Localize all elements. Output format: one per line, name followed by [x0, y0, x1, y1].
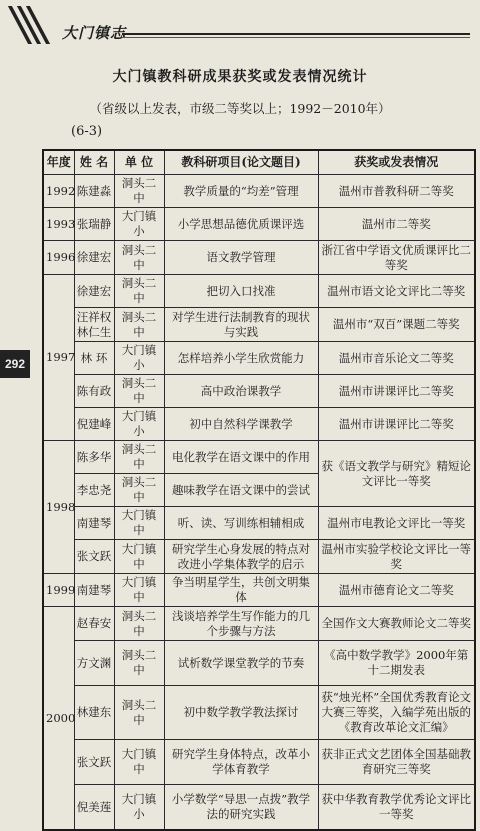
unit-cell: 洞头二中 [114, 175, 164, 208]
table-number: (6-3) [71, 124, 103, 139]
award-cell: 温州市普教科研二等奖 [318, 175, 475, 208]
unit-cell: 洞头二中 [114, 641, 164, 686]
unit-cell: 大门镇小 [114, 408, 164, 441]
project-cell: 把切入口找准 [164, 275, 318, 308]
column-header: 获奖或发表情况 [318, 150, 475, 175]
award-cell: 温州市讲课评比二等奖 [318, 408, 475, 441]
year-cell: 1993 [43, 208, 74, 241]
column-header: 姓 名 [74, 150, 114, 175]
name-cell: 陈建淼 [74, 175, 114, 208]
table-row [43, 785, 475, 831]
table-row [43, 507, 475, 540]
project-cell: 电化教学在语文课中的作用 [164, 441, 318, 474]
project-cell: 研究学生心身发展的特点对改进小学集体教学的启示 [164, 540, 318, 574]
unit-cell: 大门镇小 [114, 785, 164, 831]
award-cell: 获中华教育教学优秀论文评比一等奖 [318, 785, 475, 831]
name-cell: 方文渊 [74, 641, 114, 686]
unit-cell: 大门镇小 [114, 208, 164, 241]
page-number: 292 [0, 350, 30, 378]
column-header: 教科研项目(论文题目) [164, 150, 318, 175]
unit-cell: 洞头二中 [114, 474, 164, 507]
award-cell: 浙江省中学语文优质课评比二等奖 [318, 241, 475, 275]
table-row [43, 686, 475, 740]
project-cell: 对学生进行法制教育的现状与实践 [164, 308, 318, 342]
unit-cell: 大门镇中 [114, 507, 164, 540]
unit-cell: 洞头二中 [114, 241, 164, 275]
awards-table [42, 149, 476, 831]
award-cell: 温州市讲课评比二等奖 [318, 375, 475, 408]
project-cell: 语文教学管理 [164, 241, 318, 275]
name-cell: 张瑞静 [74, 208, 114, 241]
table-row [43, 540, 475, 574]
name-cell: 徐建宏 [74, 275, 114, 308]
year-cell: 1999 [43, 574, 74, 607]
name-cell: 赵春安 [74, 607, 114, 641]
table-row [43, 175, 475, 208]
name-cell: 南建琴 [74, 574, 114, 607]
column-header: 单 位 [114, 150, 164, 175]
name-cell: 李忠尧 [74, 474, 114, 507]
table-row [43, 308, 475, 342]
award-cell: 温州市电教论文评比一等奖 [318, 507, 475, 540]
project-cell: 研究学生身体特点，改革小学体育教学 [164, 740, 318, 785]
unit-cell: 大门镇小 [114, 342, 164, 375]
project-cell: 怎样培养小学生欣赏能力 [164, 342, 318, 375]
year-cell: 2000 [43, 607, 74, 831]
project-cell: 初中数学教学教法探讨 [164, 686, 318, 740]
name-cell: 林 环 [74, 342, 114, 375]
award-cell: 温州市二等奖 [318, 208, 475, 241]
project-cell: 初中自然科学课教学 [164, 408, 318, 441]
unit-cell: 大门镇中 [114, 574, 164, 607]
award-cell: 《高中数学教学》2000年第十二期发表 [318, 641, 475, 686]
year-cell: 1997 [43, 275, 74, 441]
name-cell: 倪美莲 [74, 785, 114, 831]
award-cell: 温州市“双百”课题二等奖 [318, 308, 475, 342]
table-row [43, 208, 475, 241]
table-header-row [43, 150, 475, 175]
award-cell: 获《语文教学与研究》精短论文评比一等奖 [318, 441, 475, 507]
table-row [43, 641, 475, 686]
header-title: 大门镇志 [62, 24, 127, 42]
name-cell: 张文跃 [74, 740, 114, 785]
table-row [43, 241, 475, 275]
project-cell: 教学质量的“均差”管理 [164, 175, 318, 208]
table-row [43, 574, 475, 607]
unit-cell: 大门镇中 [114, 740, 164, 785]
table-row [43, 275, 475, 308]
table-row [43, 740, 475, 785]
name-cell: 倪建峰 [74, 408, 114, 441]
unit-cell: 洞头二中 [114, 275, 164, 308]
name-cell: 陈有政 [74, 375, 114, 408]
award-cell: 温州市实验学校论文评比一等奖 [318, 540, 475, 574]
table-row [43, 375, 475, 408]
unit-cell: 洞头二中 [114, 686, 164, 740]
column-header: 年度 [43, 150, 74, 175]
project-cell: 小学数学“导思一点拨”教学法的研究实践 [164, 785, 318, 831]
project-cell: 小学思想品德优质课评选 [164, 208, 318, 241]
document-subtitle: （省级以上发表，市级二等奖以上；1992－2010年） [89, 101, 391, 116]
name-cell: 徐建宏 [74, 241, 114, 275]
header-rule [122, 37, 470, 38]
name-cell: 陈多华 [74, 441, 114, 474]
table-row [43, 441, 475, 474]
project-cell: 听、读、写训练相辅相成 [164, 507, 318, 540]
unit-cell: 大门镇中 [114, 540, 164, 574]
unit-cell: 洞头二中 [114, 375, 164, 408]
year-cell: 1998 [43, 441, 74, 574]
award-cell: 全国作文大赛教师论文二等奖 [318, 607, 475, 641]
name-cell: 南建琴 [74, 507, 114, 540]
table-row [43, 408, 475, 441]
award-cell: 获“烛光杯”全国优秀教育论文大赛三等奖，入编学苑出版的《教育改革论文汇编》 [318, 686, 475, 740]
year-cell: 1996 [43, 241, 74, 275]
unit-cell: 洞头二中 [114, 308, 164, 342]
table-row [43, 607, 475, 641]
award-cell: 温州市德育论文二等奖 [318, 574, 475, 607]
award-cell: 获非正式文艺团体全国基础教育研究三等奖 [318, 740, 475, 785]
award-cell: 温州市音乐论文二等奖 [318, 342, 475, 375]
project-cell: 高中政治课教学 [164, 375, 318, 408]
award-cell: 温州市语文论文评比二等奖 [318, 275, 475, 308]
project-cell: 趣味教学在语文课中的尝试 [164, 474, 318, 507]
project-cell: 试析数学课堂教学的节奏 [164, 641, 318, 686]
unit-cell: 洞头二中 [114, 607, 164, 641]
project-cell: 浅谈培养学生写作能力的几个步骤与方法 [164, 607, 318, 641]
name-cell: 汪祥权林仁生 [74, 308, 114, 342]
document-title: 大门镇教科研成果获奖或发表情况统计 [112, 69, 368, 85]
header-rule [122, 33, 470, 35]
page-header [0, 0, 480, 52]
unit-cell: 洞头二中 [114, 441, 164, 474]
project-cell: 争当明星学生，共创文明集体 [164, 574, 318, 607]
name-cell: 张文跃 [74, 540, 114, 574]
table-row [43, 342, 475, 375]
name-cell: 林建东 [74, 686, 114, 740]
year-cell: 1992 [43, 175, 74, 208]
